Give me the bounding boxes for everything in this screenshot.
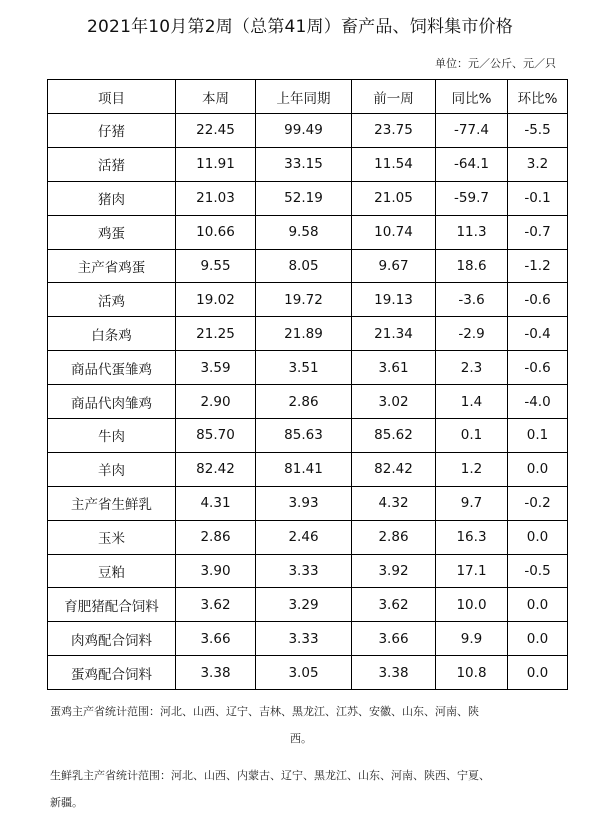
table-cell: 21.25 xyxy=(176,317,256,351)
table-cell: 2.86 xyxy=(256,385,352,419)
table-cell: -59.7 xyxy=(436,181,508,215)
table-cell: -0.6 xyxy=(508,283,568,317)
row-label: 肉鸡配合饲料 xyxy=(48,622,176,656)
table-cell: 1.2 xyxy=(436,452,508,486)
table-cell: 2.86 xyxy=(352,520,436,554)
table-cell: 23.75 xyxy=(352,114,436,148)
table-cell: 21.89 xyxy=(256,317,352,351)
table-cell: 9.7 xyxy=(436,486,508,520)
table-cell: 10.66 xyxy=(176,215,256,249)
table-cell: 3.59 xyxy=(176,351,256,385)
table-row xyxy=(48,385,568,419)
table-cell: 0.0 xyxy=(508,656,568,690)
table-cell: 4.31 xyxy=(176,486,256,520)
row-label: 活鸡 xyxy=(48,283,176,317)
table-cell: 8.05 xyxy=(256,249,352,283)
table-cell: 85.63 xyxy=(256,419,352,453)
table-cell: 3.38 xyxy=(176,656,256,690)
table-cell: 3.62 xyxy=(352,588,436,622)
table-cell: 3.02 xyxy=(352,385,436,419)
header-yoy: 同比% xyxy=(436,80,508,114)
table-cell: 0.0 xyxy=(508,452,568,486)
table-cell: 52.19 xyxy=(256,181,352,215)
table-body xyxy=(48,114,568,690)
row-label: 商品代肉雏鸡 xyxy=(48,385,176,419)
table-cell: -0.1 xyxy=(508,181,568,215)
table-cell: 11.3 xyxy=(436,215,508,249)
header-this-week: 本周 xyxy=(176,80,256,114)
table-cell: 99.49 xyxy=(256,114,352,148)
table-cell: 4.32 xyxy=(352,486,436,520)
table-cell: 9.58 xyxy=(256,215,352,249)
header-prev-week: 前一周 xyxy=(352,80,436,114)
table-cell: 0.0 xyxy=(508,588,568,622)
row-label: 主产省生鲜乳 xyxy=(48,486,176,520)
table-cell: 3.38 xyxy=(352,656,436,690)
milk-scope-note xyxy=(50,762,560,816)
table-cell: 9.55 xyxy=(176,249,256,283)
table-cell: 3.51 xyxy=(256,351,352,385)
table-row xyxy=(48,215,568,249)
table-cell: 85.62 xyxy=(352,419,436,453)
header-last-year: 上年同期 xyxy=(256,80,352,114)
table-cell: 3.61 xyxy=(352,351,436,385)
table-cell: -0.2 xyxy=(508,486,568,520)
table-row xyxy=(48,351,568,385)
egg-scope-line1: 蛋鸡主产省统计范围：河北、山西、辽宁、吉林、黑龙江、江苏、安徽、山东、河南、陕 xyxy=(50,705,479,718)
table-row xyxy=(48,419,568,453)
table-cell: 3.05 xyxy=(256,656,352,690)
table-cell: 2.3 xyxy=(436,351,508,385)
table-row xyxy=(48,554,568,588)
row-label: 活猪 xyxy=(48,147,176,181)
table-cell: 3.90 xyxy=(176,554,256,588)
table-cell: 3.2 xyxy=(508,147,568,181)
table-row xyxy=(48,520,568,554)
price-table xyxy=(47,79,568,690)
table-cell: 21.03 xyxy=(176,181,256,215)
table-row xyxy=(48,656,568,690)
table-cell: 3.92 xyxy=(352,554,436,588)
table-row xyxy=(48,283,568,317)
table-cell: 9.9 xyxy=(436,622,508,656)
table-cell: 11.54 xyxy=(352,147,436,181)
row-label: 牛肉 xyxy=(48,419,176,453)
table-cell: -4.0 xyxy=(508,385,568,419)
milk-scope-line1: 生鲜乳主产省统计范围：河北、山西、内蒙古、辽宁、黑龙江、山东、河南、陕西、宁夏、 xyxy=(50,769,490,782)
page-title: 2021年10月第2周（总第41周）畜产品、饲料集市价格 xyxy=(87,17,513,37)
table-cell: 85.70 xyxy=(176,419,256,453)
row-label: 玉米 xyxy=(48,520,176,554)
table-cell: 0.1 xyxy=(508,419,568,453)
row-label: 鸡蛋 xyxy=(48,215,176,249)
row-label: 仔猪 xyxy=(48,114,176,148)
unit-note: 单位：元／公斤、元／只 xyxy=(435,57,556,70)
table-cell: 1.4 xyxy=(436,385,508,419)
row-label: 白条鸡 xyxy=(48,317,176,351)
table-row xyxy=(48,181,568,215)
table-cell: 3.33 xyxy=(256,622,352,656)
table-cell: -0.7 xyxy=(508,215,568,249)
table-cell: 22.45 xyxy=(176,114,256,148)
row-label: 商品代蛋雏鸡 xyxy=(48,351,176,385)
table-cell: 10.0 xyxy=(436,588,508,622)
row-label: 育肥猪配合饲料 xyxy=(48,588,176,622)
table-cell: 0.1 xyxy=(436,419,508,453)
table-cell: 33.15 xyxy=(256,147,352,181)
table-row xyxy=(48,147,568,181)
table-cell: 21.34 xyxy=(352,317,436,351)
table-cell: -0.5 xyxy=(508,554,568,588)
table-cell: 2.46 xyxy=(256,520,352,554)
table-cell: 0.0 xyxy=(508,622,568,656)
table-cell: 21.05 xyxy=(352,181,436,215)
table-cell: 10.8 xyxy=(436,656,508,690)
table-header-row xyxy=(48,80,568,114)
egg-scope-line2: 西。 xyxy=(290,732,312,745)
row-label: 羊肉 xyxy=(48,452,176,486)
table-row xyxy=(48,317,568,351)
table-cell: -5.5 xyxy=(508,114,568,148)
table-row xyxy=(48,452,568,486)
table-cell: -0.6 xyxy=(508,351,568,385)
table-cell: 2.90 xyxy=(176,385,256,419)
table-cell: 82.42 xyxy=(352,452,436,486)
table-cell: -2.9 xyxy=(436,317,508,351)
header-item: 项目 xyxy=(48,80,176,114)
table-cell: -3.6 xyxy=(436,283,508,317)
table-cell: 10.74 xyxy=(352,215,436,249)
row-label: 蛋鸡配合饲料 xyxy=(48,656,176,690)
table-cell: 11.91 xyxy=(176,147,256,181)
egg-scope-note xyxy=(50,698,560,752)
table-cell: 3.29 xyxy=(256,588,352,622)
table-cell: 0.0 xyxy=(508,520,568,554)
table-cell: 19.72 xyxy=(256,283,352,317)
table-cell: 3.93 xyxy=(256,486,352,520)
table-cell: 18.6 xyxy=(436,249,508,283)
table-cell: 2.86 xyxy=(176,520,256,554)
table-cell: -1.2 xyxy=(508,249,568,283)
row-label: 主产省鸡蛋 xyxy=(48,249,176,283)
table-cell: -64.1 xyxy=(436,147,508,181)
table-row xyxy=(48,114,568,148)
row-label: 猪肉 xyxy=(48,181,176,215)
row-label: 豆粕 xyxy=(48,554,176,588)
table-cell: 81.41 xyxy=(256,452,352,486)
table-row xyxy=(48,588,568,622)
table-cell: 3.66 xyxy=(176,622,256,656)
table-row xyxy=(48,622,568,656)
table-cell: -0.4 xyxy=(508,317,568,351)
table-cell: 19.13 xyxy=(352,283,436,317)
header-wow: 环比% xyxy=(508,80,568,114)
table-cell: 9.67 xyxy=(352,249,436,283)
table-row xyxy=(48,249,568,283)
table-cell: 17.1 xyxy=(436,554,508,588)
table-cell: 82.42 xyxy=(176,452,256,486)
table-cell: 3.62 xyxy=(176,588,256,622)
milk-scope-line2: 新疆。 xyxy=(50,796,83,809)
table-cell: 3.66 xyxy=(352,622,436,656)
table-cell: -77.4 xyxy=(436,114,508,148)
table-cell: 3.33 xyxy=(256,554,352,588)
table-cell: 19.02 xyxy=(176,283,256,317)
table-row xyxy=(48,486,568,520)
table-cell: 16.3 xyxy=(436,520,508,554)
